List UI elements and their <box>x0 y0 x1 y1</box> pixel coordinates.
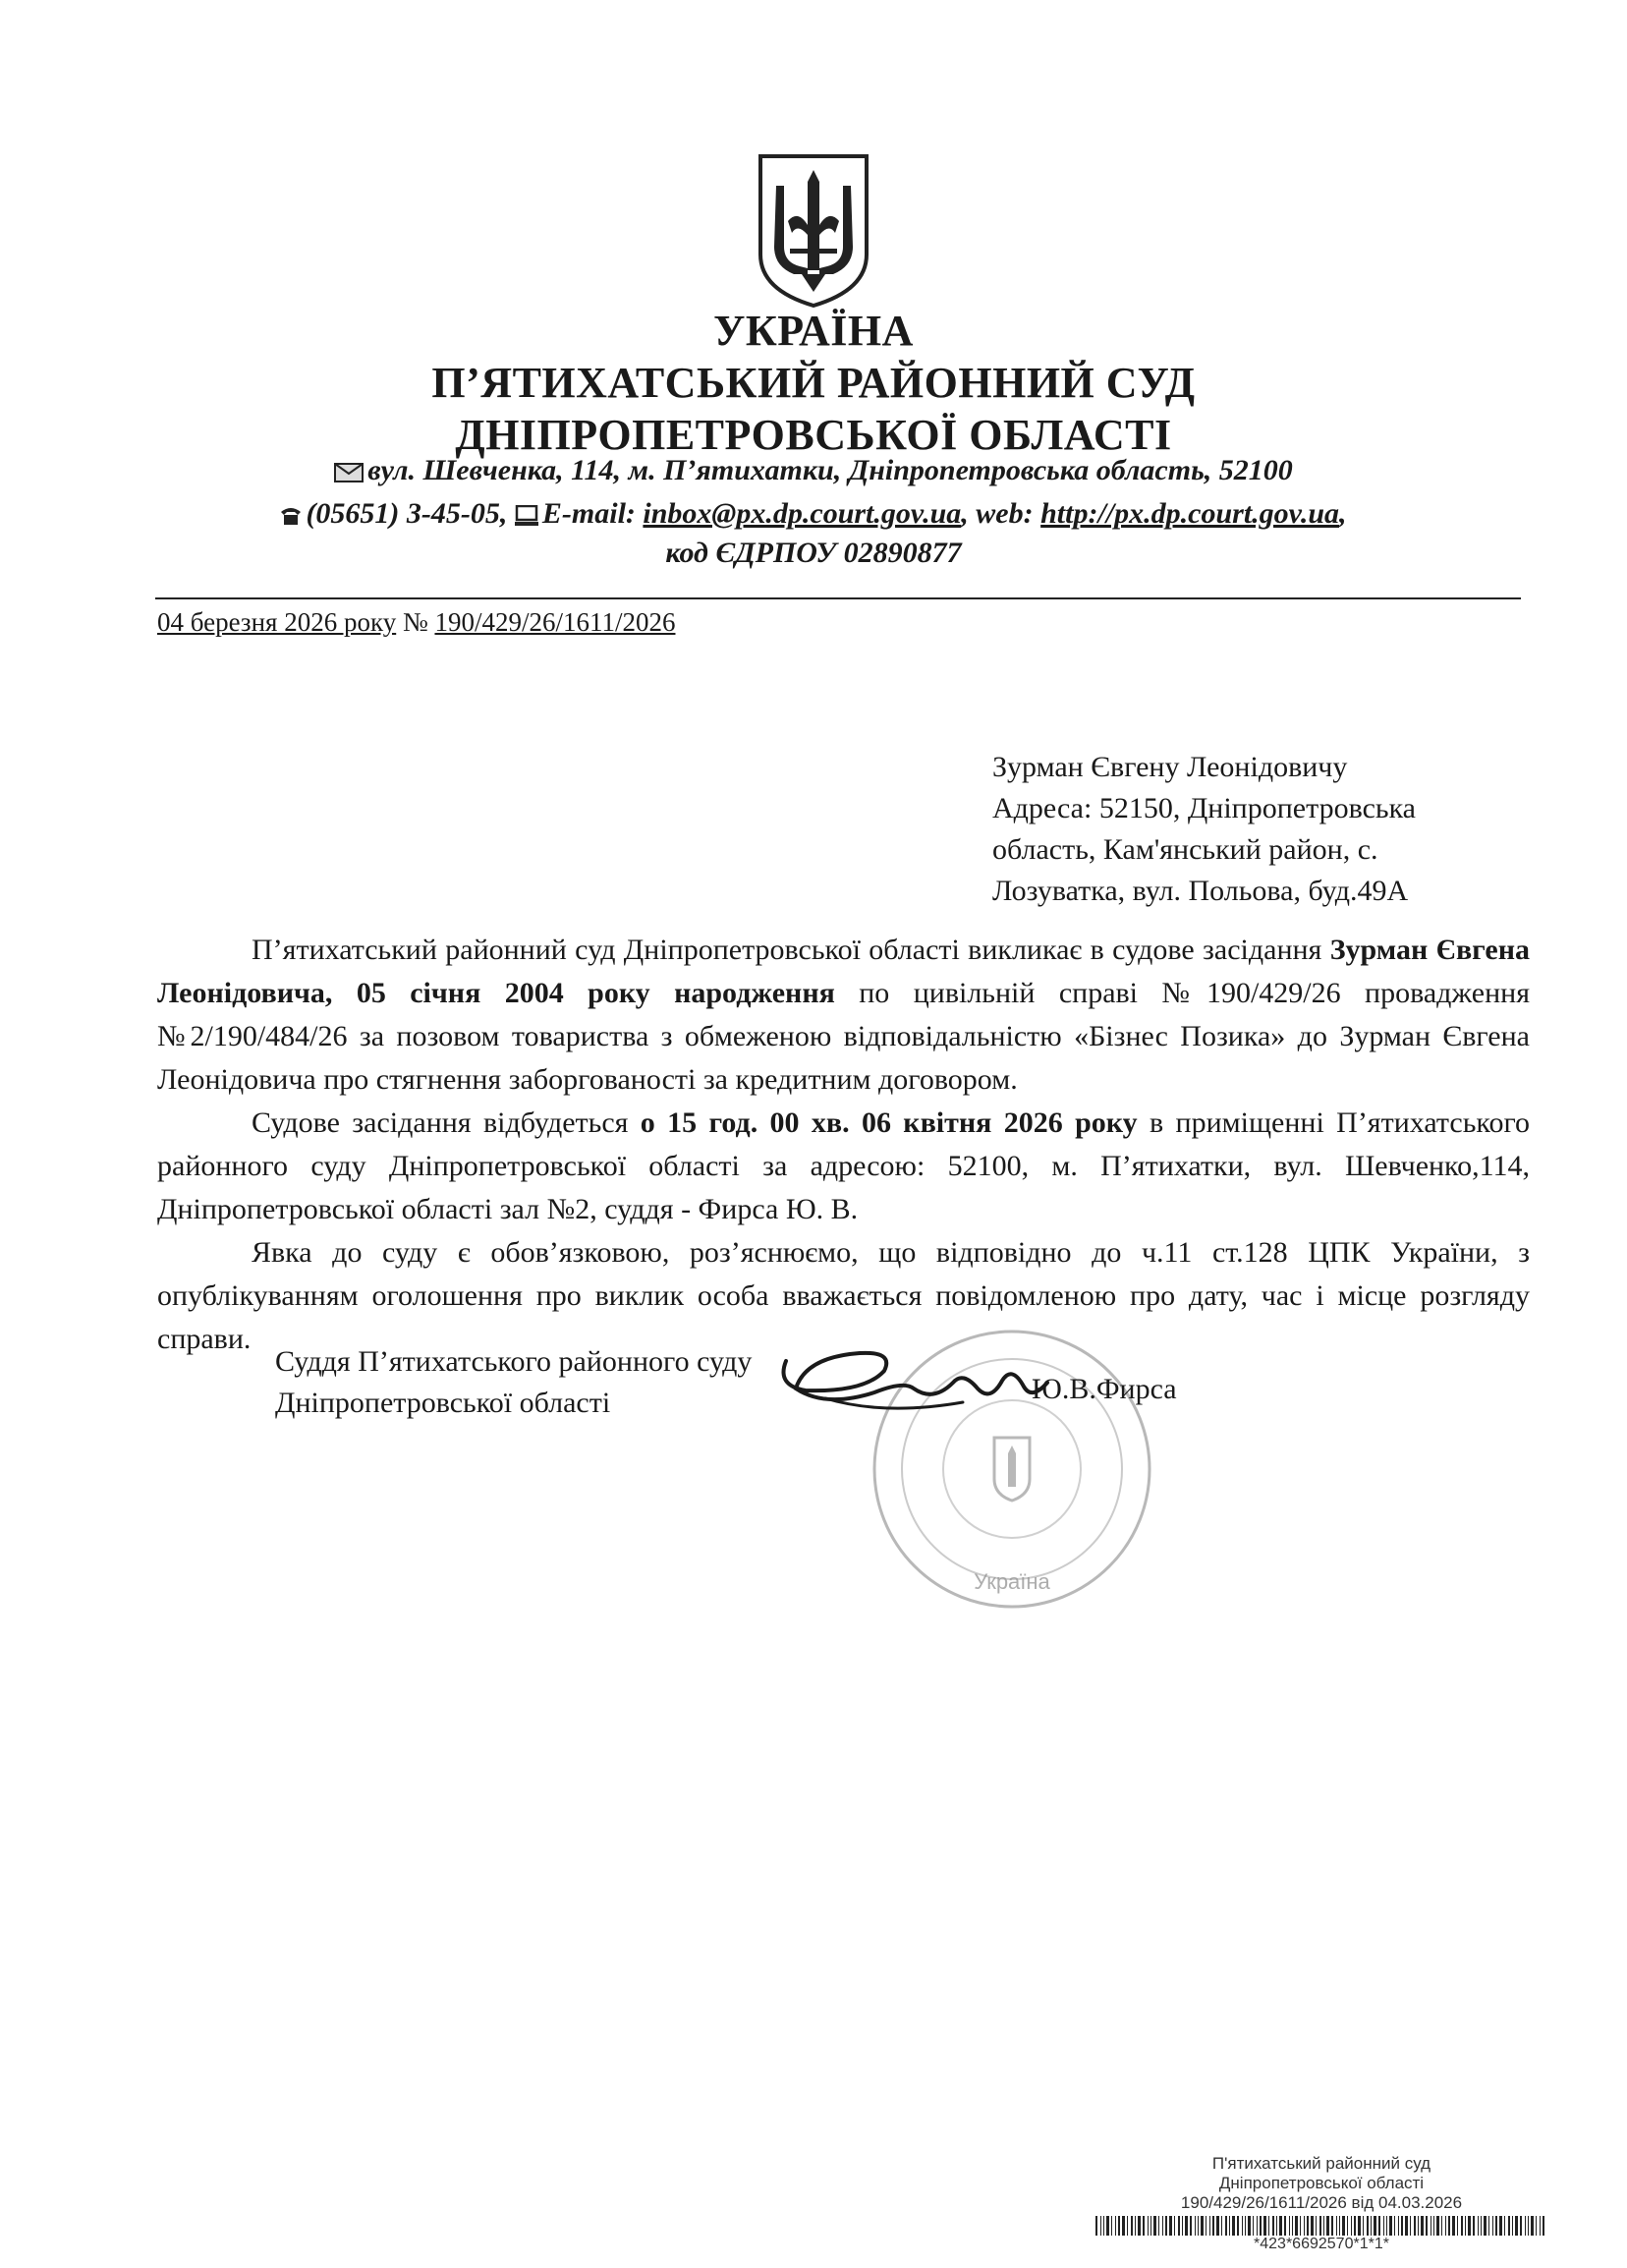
barcode-bar <box>1363 2216 1364 2236</box>
barcode-bar <box>1358 2216 1361 2236</box>
barcode-bar <box>1525 2216 1526 2236</box>
summons-paragraph: П’ятихатський районний суд Дніпропетровської області викликає в судове засідання Зурман Євгена Леонідовича, 05 січня 2004 року народження по цивільній справі №190/429/26 провадження №2/190/484/26 за позовом товариства з обмеженою відповідальністю «Бізнес Позика» до Зурман Євгена Леонідовича про стягнення заборгованості за кредитним договором. <box>157 934 1530 1096</box>
barcode-bar <box>1481 2216 1482 2236</box>
barcode-bar <box>1465 2216 1466 2236</box>
court-edrpou: код ЄДРПОУ 02890877 <box>665 537 962 569</box>
letter-number-prefix: № <box>402 607 428 637</box>
letter-date: 04 березня 2026 року <box>157 607 397 637</box>
header-divider <box>155 597 1521 599</box>
barcode-bar <box>1457 2216 1458 2236</box>
barcode-bar <box>1495 2216 1497 2236</box>
barcode-bar <box>1122 2216 1125 2236</box>
barcode-bar <box>1351 2216 1352 2236</box>
registration-line <box>157 607 675 638</box>
barcode-bar <box>1536 2216 1537 2236</box>
barcode-bar <box>1158 2216 1159 2236</box>
barcode-bar <box>1426 2216 1428 2236</box>
barcode-bar <box>1436 2216 1439 2236</box>
barcode-bar <box>1148 2216 1149 2236</box>
court-contacts-line <box>0 499 1627 529</box>
barcode-bar <box>1118 2216 1120 2236</box>
barcode-bar <box>1150 2216 1151 2236</box>
barcode-bar <box>1515 2216 1518 2236</box>
country-heading: УКРАЇНА <box>713 307 914 355</box>
barcode-bar <box>1468 2216 1471 2236</box>
barcode-bar <box>1452 2216 1455 2236</box>
barcode-bar <box>1418 2216 1419 2236</box>
court-address: вул. Шевченка, 114, м. П’ятихатки, Дніпропетровська область, 52100 <box>367 454 1293 486</box>
barcode-bar <box>1394 2216 1395 2236</box>
barcode-bar <box>1295 2216 1298 2236</box>
barcode-bar <box>1540 2216 1541 2236</box>
barcode-bar <box>1520 2216 1522 2236</box>
barcode-bar <box>1260 2216 1262 2236</box>
barcode-bar <box>1178 2216 1180 2236</box>
barcode-bar <box>1221 2216 1222 2236</box>
barcode-bar <box>1336 2216 1337 2236</box>
barcode-bar <box>1229 2216 1230 2236</box>
barcode-bar <box>1242 2216 1243 2236</box>
barcode-bar <box>1339 2216 1340 2236</box>
barcode-bar <box>1504 2216 1505 2236</box>
barcode-bar <box>1512 2216 1513 2236</box>
barcode-bar <box>1492 2216 1493 2236</box>
barcode-bar <box>1478 2216 1479 2236</box>
barcode-bar <box>1331 2216 1333 2236</box>
addressee-address-line: Лозуватка, вул. Польова, буд.49А <box>992 875 1409 907</box>
barcode-bar <box>1190 2216 1192 2236</box>
barcode-bar <box>1095 2216 1097 2236</box>
barcode-bar <box>1103 2216 1104 2236</box>
barcode-bar <box>1374 2216 1376 2236</box>
barcode-bar <box>1131 2216 1133 2236</box>
court-phone: (05651) 3-45-05, <box>306 497 508 530</box>
court-address-line <box>0 456 1627 485</box>
defendant-name: Зурман Євгена Леонідовича, 05 січня 2004 року народження <box>157 934 1530 1009</box>
barcode-bar <box>1115 2216 1116 2236</box>
addressee-block <box>992 747 1503 912</box>
barcode-bar <box>1326 2216 1329 2236</box>
coat-of-arms-emblem <box>755 152 872 310</box>
barcode-bar <box>1232 2216 1235 2236</box>
email-label: E-mail: <box>541 497 636 530</box>
barcode-bar <box>1528 2216 1529 2236</box>
barcode-bar <box>1138 2216 1141 2236</box>
addressee-name: Зурман Євгену Леонідовичу <box>992 751 1348 783</box>
envelope-icon <box>334 463 364 482</box>
barcode-bar <box>1289 2216 1290 2236</box>
barcode-bar <box>1347 2216 1348 2236</box>
barcode-bar <box>1284 2216 1286 2236</box>
barcode-bar <box>1445 2216 1446 2236</box>
barcode-bar <box>1212 2216 1214 2236</box>
barcode-bar <box>1268 2216 1269 2236</box>
addressee-address-line: Адреса: 52150, Дніпропетровська <box>992 792 1417 824</box>
barcode-bar <box>1508 2216 1510 2236</box>
barcode-bar <box>1143 2216 1145 2236</box>
summons-body <box>157 929 1530 1361</box>
barcode-bar <box>1543 2216 1544 2236</box>
court-name-heading: П’ЯТИХАТСЬКИЙ РАЙОННИЙ СУД <box>431 359 1196 407</box>
barcode-bar <box>1245 2216 1246 2236</box>
barcode-bar <box>1386 2216 1387 2236</box>
barcode-bar <box>1414 2216 1416 2236</box>
barcode-bar <box>1135 2216 1136 2236</box>
letter-number: 190/429/26/1611/2026 <box>434 607 676 637</box>
barcode-bar <box>1304 2216 1305 2236</box>
registration-stamp: П'ятихатський районний суд Дніпропетровської області 190/429/26/1611/2026 від 04.03.2026 <box>1180 2154 1463 2212</box>
phone-icon <box>280 506 302 526</box>
barcode-bar <box>1441 2216 1442 2236</box>
barcode-bar <box>1401 2216 1403 2236</box>
barcode-bar <box>1257 2216 1258 2236</box>
web-suffix: , <box>1339 497 1347 530</box>
court-region-heading: ДНІПРОПЕТРОВСЬКОЇ ОБЛАСТІ <box>455 411 1172 459</box>
barcode-bar <box>1499 2216 1502 2236</box>
barcode-bar <box>1253 2216 1254 2236</box>
barcode-bar <box>1195 2216 1196 2236</box>
barcode-bar <box>1153 2216 1156 2236</box>
barcode-bar <box>1311 2216 1314 2236</box>
barcode-bar <box>1106 2216 1109 2236</box>
barcode-bar <box>1111 2216 1112 2236</box>
barcode-bar <box>1461 2216 1463 2236</box>
barcode-bar <box>1225 2216 1227 2236</box>
barcode-bar <box>1531 2216 1534 2236</box>
barcode-bar <box>1484 2216 1487 2236</box>
barcode-bar <box>1473 2216 1475 2236</box>
barcode-bar <box>1165 2216 1167 2236</box>
barcode-bar <box>1276 2216 1277 2236</box>
web-label: , web: <box>961 497 1034 530</box>
court-email-link[interactable]: inbox@px.dp.court.gov.ua <box>643 497 962 530</box>
barcode-bar <box>1162 2216 1163 2236</box>
barcode <box>1095 2216 1547 2236</box>
barcode-bar <box>1378 2216 1380 2236</box>
barcode-bar <box>1405 2216 1408 2236</box>
barcode-bar <box>1433 2216 1434 2236</box>
court-website-link[interactable]: http://px.dp.court.gov.ua <box>1040 497 1340 530</box>
barcode-bar <box>1354 2216 1356 2236</box>
barcode-bar <box>1100 2216 1101 2236</box>
barcode-bar <box>1248 2216 1251 2236</box>
barcode-bar <box>1201 2216 1204 2236</box>
barcode-bar <box>1279 2216 1282 2236</box>
barcode-bar <box>1300 2216 1301 2236</box>
barcode-bar <box>1421 2216 1424 2236</box>
barcode-bar <box>1292 2216 1293 2236</box>
barcode-bar <box>1323 2216 1324 2236</box>
barcode-bar <box>1316 2216 1317 2236</box>
barcode-bar <box>1342 2216 1345 2236</box>
judge-name: Ю.В.Фирса <box>1032 1373 1177 1405</box>
barcode-bar <box>1237 2216 1239 2236</box>
barcode-bar <box>1383 2216 1384 2236</box>
barcode-text: *423*6692570*1*1* <box>1254 2236 1389 2252</box>
barcode-bar <box>1319 2216 1321 2236</box>
barcode-bar <box>1263 2216 1266 2236</box>
hearing-datetime: о 15 год. 00 хв. 06 квітня 2026 року <box>640 1106 1138 1139</box>
barcode-bar <box>1307 2216 1309 2236</box>
barcode-bar <box>1272 2216 1274 2236</box>
barcode-bar <box>1216 2216 1219 2236</box>
judge-title: Суддя П’ятихатського районного суду Дніпропетровської області <box>275 1345 753 1419</box>
barcode-bar <box>1371 2216 1372 2236</box>
barcode-bar <box>1488 2216 1489 2236</box>
barcode-bar <box>1367 2216 1369 2236</box>
barcode-bar <box>1389 2216 1392 2236</box>
barcode-bar <box>1448 2216 1450 2236</box>
barcode-bar <box>1185 2216 1188 2236</box>
barcode-bar <box>1198 2216 1199 2236</box>
computer-icon <box>515 505 538 527</box>
seal-text: Україна <box>974 1569 1050 1594</box>
attendance-paragraph: Явка до суду є обов’язковою, роз’яснюємо, що відповідно до ч.11 ст.128 ЦПК України, з опублікуванням оголошення про виклик особа вважається повідомленою про дату, час і місце розгляду справи. <box>157 1236 1530 1355</box>
barcode-bar <box>1209 2216 1210 2236</box>
judge-signature <box>766 1332 1061 1425</box>
addressee-address-line: область, Кам'янський район, с. <box>992 833 1378 866</box>
barcode-bar <box>1169 2216 1172 2236</box>
barcode-bar <box>1127 2216 1128 2236</box>
barcode-bar <box>1398 2216 1399 2236</box>
barcode-bar <box>1410 2216 1411 2236</box>
barcode-bar <box>1182 2216 1183 2236</box>
hearing-paragraph: Судове засідання відбудеться о 15 год. 00 хв. 06 квітня 2026 року в приміщенні П’ятихатського районного суду Дніпропетровської області за адресою: 52100, м. П’ятихатки, вул. Шевченко,114, Дніпропетровської області зал №2, суддя - Фирса Ю. В. <box>157 1106 1530 1225</box>
barcode-bar <box>1174 2216 1175 2236</box>
